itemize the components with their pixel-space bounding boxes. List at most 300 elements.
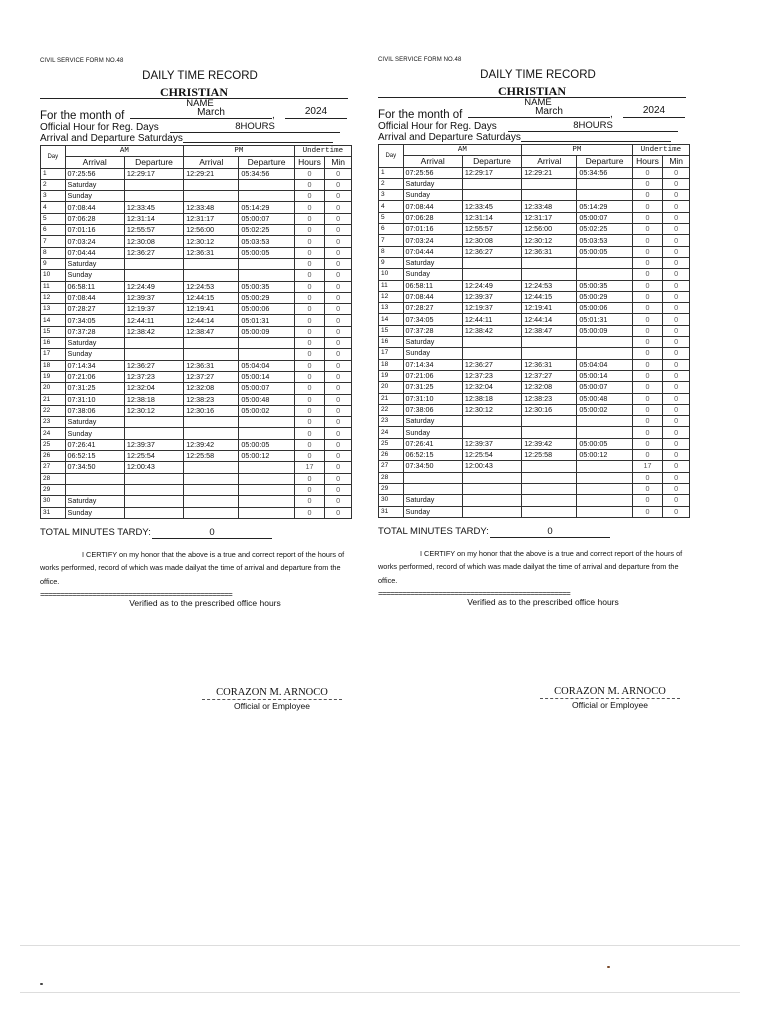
am-arrival-cell: Saturday: [65, 179, 124, 190]
am-arrival-cell: [403, 472, 462, 483]
undertime-min-cell: 0: [325, 315, 352, 326]
table-row: [41, 191, 352, 202]
pm-departure-cell: 05:03:53: [577, 235, 632, 246]
pm-departure-header: Departure: [577, 156, 632, 167]
official-hours-label: Official Hour for Reg. Days: [40, 122, 159, 133]
am-header: AM: [403, 145, 522, 156]
am-arrival-cell: 07:08:44: [403, 201, 462, 212]
am-departure-cell: [124, 473, 183, 484]
table-row: [379, 212, 690, 223]
undertime-hours-cell: 0: [632, 370, 663, 381]
tardy-value: 0: [152, 527, 272, 539]
am-arrival-cell: 07:34:50: [403, 461, 462, 472]
undertime-hours-cell: 0: [294, 179, 325, 190]
pm-arrival-cell: [184, 258, 239, 269]
undertime-hours-cell: 0: [632, 404, 663, 415]
am-departure-cell: 12:39:37: [124, 292, 183, 303]
am-arrival-cell: 07:34:05: [403, 314, 462, 325]
undertime-hours-cell: 0: [294, 360, 325, 371]
scan-edge-line: [20, 945, 740, 946]
pm-arrival-cell: 12:39:42: [522, 438, 577, 449]
table-row: [379, 393, 690, 404]
table-row: [379, 472, 690, 483]
pm-arrival-cell: 12:32:08: [522, 382, 577, 393]
day-cell: 7: [41, 236, 66, 247]
day-cell: 30: [41, 496, 66, 507]
am-arrival-cell: 07:34:50: [65, 462, 124, 473]
day-cell: 20: [41, 383, 66, 394]
pm-header: PM: [522, 145, 632, 156]
time-record-table: [378, 144, 690, 518]
am-arrival-cell: 07:34:05: [65, 315, 124, 326]
tardy-row: [40, 527, 360, 541]
am-departure-cell: 12:36:27: [462, 246, 521, 257]
pm-arrival-cell: [184, 270, 239, 281]
am-departure-cell: [462, 190, 521, 201]
table-row: [41, 417, 352, 428]
pm-arrival-cell: 12:37:27: [522, 370, 577, 381]
am-arrival-cell: 07:01:16: [65, 225, 124, 236]
undertime-hours-cell: 0: [632, 495, 663, 506]
am-departure-cell: 12:36:27: [462, 359, 521, 370]
undertime-min-cell: 0: [663, 280, 690, 291]
pm-departure-cell: 05:00:14: [239, 371, 294, 382]
undertime-hours-cell: 0: [294, 383, 325, 394]
day-cell: 12: [379, 291, 404, 302]
pm-departure-cell: [239, 338, 294, 349]
day-cell: 5: [379, 212, 404, 223]
undertime-min-cell: 0: [663, 506, 690, 517]
am-departure-cell: 12:32:04: [124, 383, 183, 394]
signatory-name: CORAZON M. ARNOCO: [540, 686, 680, 699]
undertime-min-cell: 0: [325, 281, 352, 292]
undertime-min-cell: 0: [325, 360, 352, 371]
table-row: [41, 349, 352, 360]
am-arrival-cell: Saturday: [403, 337, 462, 348]
pm-arrival-cell: 12:38:23: [184, 394, 239, 405]
day-cell: 21: [379, 393, 404, 404]
table-row: [379, 483, 690, 494]
pm-arrival-cell: [184, 473, 239, 484]
am-arrival-cell: [65, 473, 124, 484]
undertime-hours-cell: 0: [294, 270, 325, 281]
pm-departure-cell: 05:00:09: [239, 326, 294, 337]
day-cell: 26: [379, 450, 404, 461]
undertime-min-cell: 0: [325, 270, 352, 281]
pm-arrival-cell: [522, 269, 577, 280]
am-departure-cell: [462, 337, 521, 348]
pm-departure-cell: 05:00:12: [239, 451, 294, 462]
pm-arrival-cell: [184, 462, 239, 473]
am-departure-cell: 12:55:57: [462, 224, 521, 235]
am-arrival-cell: [65, 484, 124, 495]
pm-arrival-cell: 12:39:42: [184, 439, 239, 450]
am-departure-cell: [124, 496, 183, 507]
am-departure-cell: [124, 270, 183, 281]
am-arrival-cell: 07:31:10: [65, 394, 124, 405]
undertime-min-cell: 0: [325, 428, 352, 439]
tardy-label: TOTAL MINUTES TARDY:: [40, 526, 151, 538]
pm-arrival-cell: 12:56:00: [522, 224, 577, 235]
undertime-min-cell: 0: [663, 370, 690, 381]
pm-departure-cell: 05:00:09: [577, 325, 632, 336]
day-cell: 13: [41, 304, 66, 315]
am-arrival-cell: Sunday: [65, 428, 124, 439]
day-cell: 23: [379, 416, 404, 427]
undertime-hours-cell: 0: [294, 484, 325, 495]
am-departure-cell: 12:30:08: [124, 236, 183, 247]
undertime-min-cell: 0: [325, 405, 352, 416]
am-departure-cell: 12:19:37: [124, 304, 183, 315]
am-departure-cell: 12:29:17: [124, 168, 183, 179]
pm-arrival-cell: 12:37:27: [184, 371, 239, 382]
undertime-min-cell: 0: [325, 225, 352, 236]
am-arrival-cell: 07:01:16: [403, 224, 462, 235]
undertime-hours-cell: 0: [632, 190, 663, 201]
undertime-min-cell: 0: [325, 349, 352, 360]
month-label: For the month of: [378, 109, 463, 121]
month-value: March: [468, 107, 610, 118]
saturdays-row: [378, 132, 698, 143]
day-cell: 20: [379, 382, 404, 393]
signatory-name: CORAZON M. ARNOCO: [202, 687, 342, 700]
table-row: [41, 225, 352, 236]
pm-arrival-cell: 12:36:31: [184, 360, 239, 371]
saturdays-label: Arrival and Departure Saturdays: [378, 132, 521, 143]
table-row: [379, 257, 690, 268]
table-row: [379, 325, 690, 336]
day-cell: 18: [41, 360, 66, 371]
undertime-hours-cell: 0: [294, 258, 325, 269]
day-cell: 1: [379, 167, 404, 178]
table-row: [379, 495, 690, 506]
undertime-min-cell: 0: [663, 325, 690, 336]
official-hours-value: 8HOURS: [508, 121, 678, 132]
am-departure-cell: 12:25:54: [124, 451, 183, 462]
pm-departure-cell: [577, 483, 632, 494]
am-arrival-cell: 06:52:15: [403, 450, 462, 461]
day-cell: 7: [379, 235, 404, 246]
pm-arrival-cell: 12:30:12: [522, 235, 577, 246]
table-row: [41, 304, 352, 315]
verified-label: Verified as to the prescribed office hours: [467, 597, 619, 608]
undertime-min-cell: 0: [663, 201, 690, 212]
am-departure-cell: [462, 348, 521, 359]
undertime-hours-cell: 0: [294, 326, 325, 337]
table-row: [379, 201, 690, 212]
undertime-hours-cell: 0: [632, 246, 663, 257]
table-row: [379, 438, 690, 449]
table-row: [41, 507, 352, 518]
table-row: [379, 506, 690, 517]
pm-departure-cell: [577, 472, 632, 483]
day-cell: 9: [41, 258, 66, 269]
undertime-min-cell: 0: [663, 314, 690, 325]
table-row: [379, 303, 690, 314]
table-row: [41, 496, 352, 507]
table-row: [41, 292, 352, 303]
certification-text: I CERTIFY on my honor that the above is a true and correct report of the hours of works performed, record of which was made dailyat the time of arrival and departure from the office.: [40, 549, 345, 586]
pm-departure-cell: 05:01:31: [239, 315, 294, 326]
pm-arrival-cell: [522, 495, 577, 506]
day-cell: 15: [41, 326, 66, 337]
day-cell: 3: [379, 190, 404, 201]
am-departure-cell: 12:33:45: [462, 201, 521, 212]
pm-departure-cell: [577, 178, 632, 189]
table-row: [379, 359, 690, 370]
year-value: 2024: [285, 107, 347, 119]
undertime-min-cell: 0: [663, 269, 690, 280]
day-cell: 22: [41, 405, 66, 416]
tardy-value: 0: [490, 526, 610, 538]
table-row: [379, 450, 690, 461]
undertime-min-cell: 0: [325, 304, 352, 315]
undertime-hours-cell: 0: [632, 325, 663, 336]
pm-departure-cell: 05:03:53: [239, 236, 294, 247]
pm-departure-cell: [577, 461, 632, 472]
table-row: [379, 178, 690, 189]
day-cell: 27: [379, 461, 404, 472]
undertime-hours-cell: 0: [632, 303, 663, 314]
am-arrival-cell: 07:04:44: [403, 246, 462, 257]
am-departure-cell: 12:19:37: [462, 303, 521, 314]
am-arrival-cell: Sunday: [65, 270, 124, 281]
table-row: [379, 235, 690, 246]
day-cell: 16: [379, 337, 404, 348]
undertime-min-cell: 0: [663, 303, 690, 314]
undertime-min-cell: 0: [325, 507, 352, 518]
am-departure-cell: 12:37:23: [462, 370, 521, 381]
undertime-hours-cell: 0: [294, 225, 325, 236]
pm-arrival-cell: [184, 484, 239, 495]
am-departure-cell: 12:30:12: [124, 405, 183, 416]
table-row: [41, 338, 352, 349]
am-departure-cell: [124, 191, 183, 202]
day-cell: 4: [41, 202, 66, 213]
undertime-min-cell: 0: [325, 213, 352, 224]
employee-name: CHRISTIAN: [378, 83, 686, 98]
am-departure-cell: 12:36:27: [124, 360, 183, 371]
pm-departure-cell: 05:02:25: [239, 225, 294, 236]
pm-arrival-cell: [522, 190, 577, 201]
official-hours-row: [40, 122, 360, 133]
undertime-min-cell: 0: [325, 371, 352, 382]
day-cell: 8: [379, 246, 404, 257]
undertime-hours-cell: 0: [294, 168, 325, 179]
undertime-min-cell: 0: [663, 461, 690, 472]
am-departure-cell: 12:31:14: [124, 213, 183, 224]
table-row: [379, 167, 690, 178]
day-cell: 29: [379, 483, 404, 494]
pm-departure-cell: [239, 349, 294, 360]
undertime-min-cell: 0: [663, 472, 690, 483]
undertime-min-cell: 0: [325, 292, 352, 303]
am-departure-cell: [462, 178, 521, 189]
day-cell: 10: [41, 270, 66, 281]
pm-departure-cell: 05:00:07: [577, 212, 632, 223]
am-arrival-cell: 07:06:28: [403, 212, 462, 223]
am-departure-cell: [124, 258, 183, 269]
pm-departure-cell: 05:00:29: [577, 291, 632, 302]
day-cell: 11: [41, 281, 66, 292]
undertime-hours-cell: 17: [632, 461, 663, 472]
am-departure-cell: 12:24:49: [124, 281, 183, 292]
am-departure-header: Departure: [124, 157, 183, 168]
am-arrival-cell: 07:25:56: [65, 168, 124, 179]
table-row: [379, 269, 690, 280]
table-row: [41, 179, 352, 190]
day-cell: 28: [41, 473, 66, 484]
day-cell: 17: [41, 349, 66, 360]
pm-departure-cell: [577, 348, 632, 359]
undertime-hours-cell: 0: [632, 291, 663, 302]
am-departure-cell: 12:36:27: [124, 247, 183, 258]
undertime-hours-cell: 0: [294, 428, 325, 439]
table-row: [41, 168, 352, 179]
undertime-hours-cell: 0: [632, 337, 663, 348]
undertime-hours-cell: 0: [294, 496, 325, 507]
month-value: March: [130, 108, 272, 119]
am-departure-cell: 12:32:04: [462, 382, 521, 393]
day-cell: 24: [379, 427, 404, 438]
am-arrival-cell: 07:21:06: [65, 371, 124, 382]
undertime-min-cell: 0: [663, 438, 690, 449]
am-arrival-cell: Sunday: [403, 348, 462, 359]
am-arrival-cell: 06:52:15: [65, 451, 124, 462]
table-row: [41, 202, 352, 213]
am-arrival-cell: Sunday: [403, 427, 462, 438]
am-departure-cell: [462, 495, 521, 506]
comma: ,: [610, 109, 613, 120]
am-arrival-cell: Sunday: [65, 191, 124, 202]
pm-arrival-cell: [522, 472, 577, 483]
table-row: [379, 348, 690, 359]
pm-departure-cell: [577, 495, 632, 506]
undertime-min-cell: 0: [325, 439, 352, 450]
pm-arrival-cell: 12:29:21: [522, 167, 577, 178]
undertime-min-cell: 0: [663, 427, 690, 438]
pm-arrival-cell: 12:19:41: [522, 303, 577, 314]
table-row: [41, 326, 352, 337]
undertime-min-cell: 0: [663, 382, 690, 393]
undertime-min-cell: 0: [325, 326, 352, 337]
undertime-min-cell: 0: [663, 404, 690, 415]
pm-arrival-header: Arrival: [522, 156, 577, 167]
am-departure-cell: 12:30:12: [462, 404, 521, 415]
verified-label: Verified as to the prescribed office hours: [129, 598, 281, 609]
saturdays-blank: [183, 133, 333, 143]
table-row: [41, 484, 352, 495]
undertime-min-cell: 0: [325, 236, 352, 247]
undertime-hours-cell: 0: [632, 483, 663, 494]
day-cell: 28: [379, 472, 404, 483]
undertime-hours-cell: 0: [632, 348, 663, 359]
pm-departure-cell: 05:02:25: [577, 224, 632, 235]
undertime-hours-cell: 0: [632, 269, 663, 280]
am-arrival-cell: 07:21:06: [403, 370, 462, 381]
am-arrival-cell: 07:14:34: [65, 360, 124, 371]
tardy-row: [378, 526, 698, 540]
pm-arrival-cell: [522, 337, 577, 348]
undertime-min-cell: 0: [325, 179, 352, 190]
undertime-min-cell: 0: [663, 348, 690, 359]
am-departure-cell: 12:33:45: [124, 202, 183, 213]
pm-arrival-cell: [522, 348, 577, 359]
table-row: [41, 439, 352, 450]
day-cell: 21: [41, 394, 66, 405]
hours-header: Hours: [294, 157, 325, 168]
am-departure-cell: [462, 269, 521, 280]
pm-arrival-cell: 12:56:00: [184, 225, 239, 236]
pm-arrival-cell: [184, 428, 239, 439]
undertime-hours-cell: 0: [294, 405, 325, 416]
day-cell: 31: [379, 506, 404, 517]
undertime-hours-cell: 0: [294, 349, 325, 360]
am-arrival-cell: Saturday: [403, 257, 462, 268]
undertime-min-cell: 0: [663, 178, 690, 189]
day-cell: 17: [379, 348, 404, 359]
table-row: [41, 451, 352, 462]
undertime-hours-cell: 0: [632, 450, 663, 461]
pm-departure-cell: [239, 258, 294, 269]
undertime-hours-cell: 0: [632, 167, 663, 178]
table-row: [379, 382, 690, 393]
pm-arrival-cell: [184, 191, 239, 202]
table-row: [41, 236, 352, 247]
am-departure-cell: [124, 179, 183, 190]
am-arrival-header: Arrival: [65, 157, 124, 168]
day-cell: 11: [379, 280, 404, 291]
pm-departure-cell: 05:00:05: [239, 247, 294, 258]
am-departure-cell: 12:00:43: [124, 462, 183, 473]
am-departure-cell: [462, 506, 521, 517]
table-row: [379, 404, 690, 415]
official-hours-label: Official Hour for Reg. Days: [378, 121, 497, 132]
signature-block: [202, 687, 342, 712]
day-cell: 2: [41, 179, 66, 190]
separator-line: ================================================: [378, 590, 571, 600]
day-cell: 30: [379, 495, 404, 506]
pm-arrival-cell: 12:30:16: [184, 405, 239, 416]
tardy-label: TOTAL MINUTES TARDY:: [378, 525, 489, 537]
undertime-min-cell: 0: [325, 462, 352, 473]
pm-departure-cell: [239, 496, 294, 507]
undertime-min-cell: 0: [663, 224, 690, 235]
table-row: [41, 247, 352, 258]
am-departure-cell: 12:25:54: [462, 450, 521, 461]
pm-arrival-cell: 12:44:15: [522, 291, 577, 302]
pm-arrival-cell: [184, 507, 239, 518]
pm-header: PM: [184, 146, 294, 157]
pm-departure-cell: [577, 337, 632, 348]
undertime-min-cell: 0: [325, 496, 352, 507]
undertime-hours-cell: 0: [632, 314, 663, 325]
am-departure-cell: [462, 427, 521, 438]
undertime-hours-cell: 0: [632, 178, 663, 189]
day-cell: 29: [41, 484, 66, 495]
pm-departure-cell: 05:00:07: [239, 383, 294, 394]
day-cell: 2: [379, 178, 404, 189]
pm-departure-cell: 05:00:05: [239, 439, 294, 450]
undertime-hours-cell: 0: [632, 427, 663, 438]
am-arrival-cell: Saturday: [65, 496, 124, 507]
day-cell: 23: [41, 417, 66, 428]
am-arrival-cell: Sunday: [65, 349, 124, 360]
am-arrival-cell: 07:37:28: [65, 326, 124, 337]
am-departure-cell: 12:44:11: [124, 315, 183, 326]
day-cell: 25: [379, 438, 404, 449]
undertime-min-cell: 0: [663, 337, 690, 348]
